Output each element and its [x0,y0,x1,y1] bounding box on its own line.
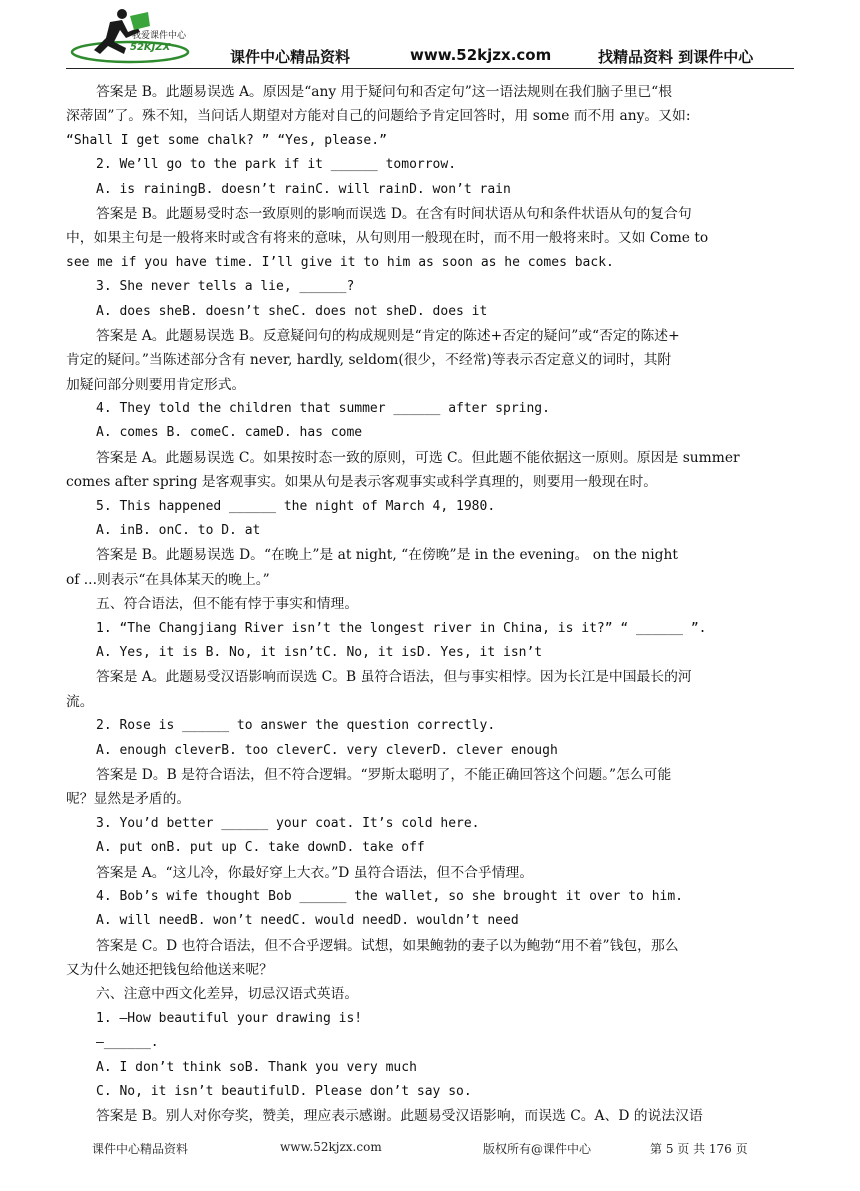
svg-text:我爱课件中心: 我爱课件中心 [132,31,187,41]
footer-website[interactable]: www.52kjzx.com [280,1140,382,1154]
question-line: 2. Rose is ______ to answer the question correctly. [96,718,496,734]
text-line: see me if you have time. I’ll give it to him as soon as he comes back. [66,254,614,270]
options-line: A. Yes, it is B. No, it isn’tC. No, it isD. Yes, it isn’t [96,644,543,660]
text-line: 答案是 B。此题易误选 D。“在晚上”是 at night, “在傍晚”是 in the evening。 on the night [96,547,678,564]
question-line: 1. —How beautiful your drawing is! [96,1010,363,1026]
document-body [66,80,796,1129]
text-line: 呢？显然是矛盾的。 [66,791,191,808]
text-line: 答案是 B。别人对你夸奖，赞美，理应表示感谢。此题易受汉语影响，而误选 C。A、D 的说法汉语 [96,1108,703,1125]
options-line: A. will needB. won’t needC. would needD. wouldn’t need [96,913,519,929]
svg-text:52KJZX: 52KJZX [130,42,171,53]
text-line: 深蒂固”了。殊不知，当问话人期望对方能对自己的问题给予肯定回答时，用 some 而不用 any。又如: [66,108,691,125]
options-line: A. is rainingB. doesn’t rainC. will rainD. won’t rain [96,181,511,197]
question-line: 4. Bob’s wife thought Bob ______ the wallet, so she brought it over to him. [96,888,683,904]
question-line: 3. You’d better ______ your coat. It’s cold here. [96,815,480,831]
text-line: 流。 [66,693,94,710]
text-line: of ...则表示“在具体某天的晚上。” [66,571,270,588]
section-heading: 六、注意中西文化差异，切忌汉语式英语。 [96,986,359,1003]
footer-title: 课件中心精品资料 [92,1142,189,1156]
answer-blank-line: —______. [96,1035,159,1051]
text-line: 答案是 D。B 是符合语法，但不符合逻辑。“罗斯太聪明了，不能正确回答这个问题。”怎么可能 [96,766,672,783]
text-line: 肯定的疑问。”当陈述部分含有 never, hardly, seldom(很少，不经常)等表示否定意义的词时，其附 [66,352,672,369]
options-line: A. put onB. put up C. take downD. take off [96,840,425,856]
header-slogan: 找精品资料 到课件中心 [598,48,754,66]
text-line: 答案是 A。此题易受汉语影响而误选 C。B 虽符合语法，但与事实相悖。因为长江是中国最长的河 [96,669,692,686]
text-line: comes after spring 是客观事实。如果从句是表示客观事实或科学真理的，则要用一般现在时。 [66,474,658,491]
page-header [0,0,860,72]
options-line: A. comes B. comeC. cameD. has come [96,425,363,441]
header-divider [66,68,794,69]
text-line: 答案是 B。此题易误选 A。原因是“any 用于疑问句和否定句”这一语法规则在我们脑子里已“根 [96,84,673,100]
text-line: 答案是 A。此题易误选 C。如果按时态一致的原则，可选 C。但此题不能依据这一原则。原因是 summer [96,449,740,466]
footer-copyright: 版权所有@课件中心 [483,1142,592,1156]
options-line: C. No, it isn’t beautifulD. Please don’t say so. [96,1084,472,1100]
text-line: “Shall I get some chalk? ” “Yes, please.” [66,132,387,148]
section-heading: 五、符合语法，但不能有悖于事实和情理。 [96,596,359,613]
text-line: 中，如果主句是一般将来时或含有将来的意味，从句则用一般现在时，而不用一般将来时。又如 Come to [66,230,709,247]
text-line: 又为什么她还把钱包给他送来呢？ [66,962,273,979]
header-title: 课件中心精品资料 [230,48,351,66]
text-line: 答案是 B。此题易受时态一致原则的影响而误选 D。在含有时间状语从句和条件状语从句的复合句 [96,205,692,222]
text-line: 加疑问部分则要用肯定形式。 [66,376,246,393]
page-number: 第 5 页 共 176 页 [650,1142,748,1156]
options-line: A. does sheB. doesn’t sheC. does not sheD. does it [96,303,488,319]
header-website[interactable]: www.52kjzx.com [410,46,552,64]
options-line: A. I don’t think soB. Thank you very much [96,1059,417,1075]
text-line: 答案是 C。D 也符合语法，但不合乎逻辑。试想，如果鲍勃的妻子以为鲍勃“用不着”钱包，那么 [96,937,679,954]
question-line: 2. We’ll go to the park if it ______ tomorrow. [96,157,457,173]
options-line: A. enough cleverB. too cleverC. very cleverD. clever enough [96,742,558,758]
question-line: 1. “The Changjiang River isn’t the longest river in China, is it?” “ ______ ”. [96,620,707,636]
options-line: A. inB. onC. to D. at [96,523,261,539]
page-footer [0,1140,860,1160]
question-line: 4. They told the children that summer ______ after spring. [96,401,550,417]
text-line: 答案是 A。“这儿冷，你最好穿上大衣。”D 虽符合语法，但不合乎情理。 [96,864,534,881]
question-line: 5. This happened ______ the night of March 4, 1980. [96,498,496,514]
question-line: 3. She never tells a lie, ______? [96,279,355,295]
text-line: 答案是 A。此题易误选 B。反意疑问句的构成规则是“肯定的陈述+否定的疑问”或“否定的陈述+ [96,327,680,344]
